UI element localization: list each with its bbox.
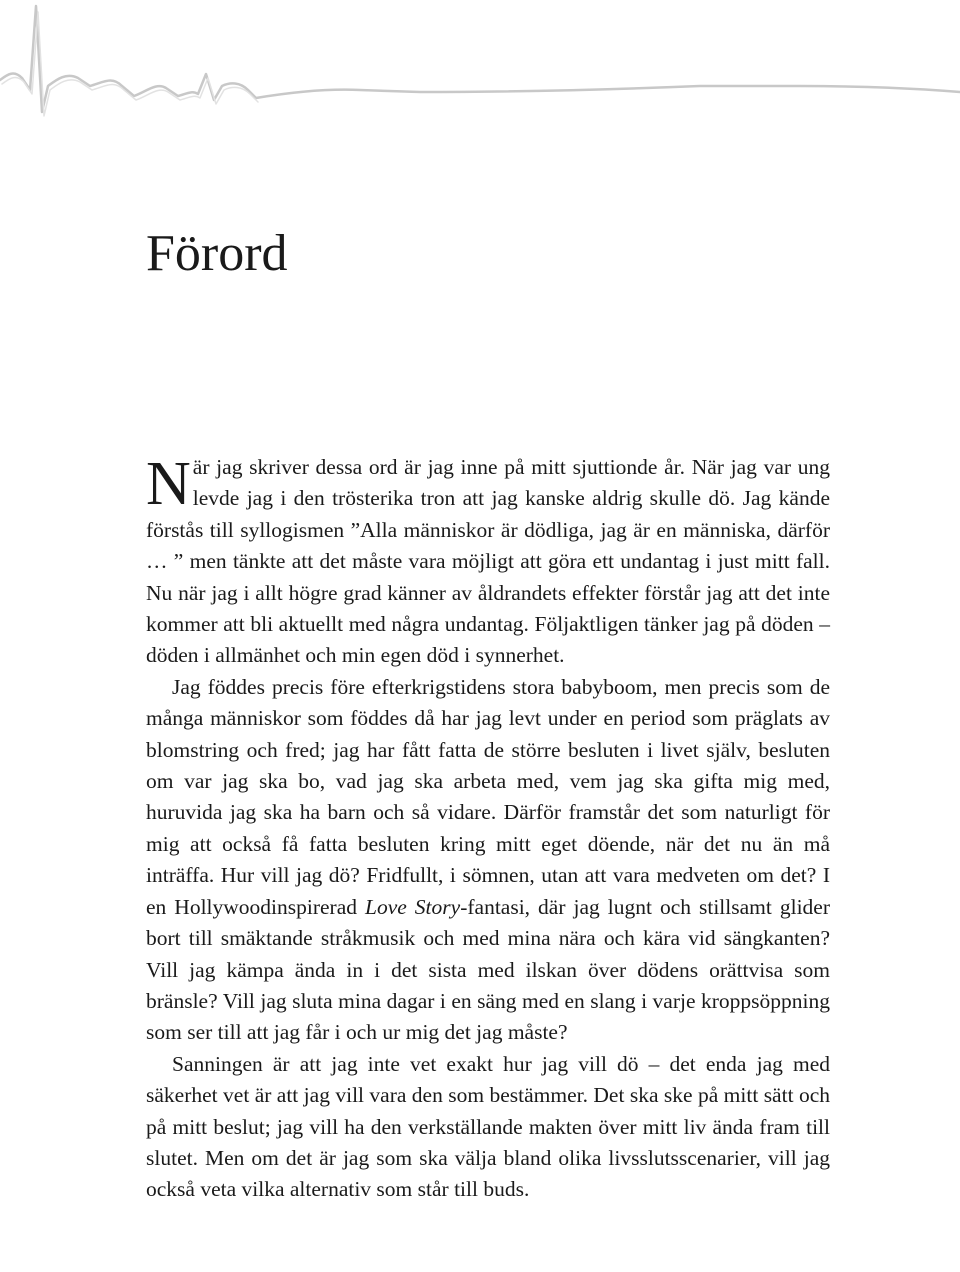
paragraph-1 — [146, 452, 830, 672]
paragraph-3 — [146, 1049, 830, 1206]
paragraph-1-text: är jag skriver dessa ord är jag inne på mitt sjuttionde år. När jag var ung levde jag i den trösterika tron att jag kanske aldrig skulle dö. Jag kände förstås till syllogismen ”Alla människor är dödliga, jag är en människa, därför … ” men tänkte att det måste vara möjligt att göra ett undantag i just mitt fall. Nu när jag i allt högre grad känner av åldrandets effekter förstår jag att det inte kommer att bli aktuellt med några undantag. Följaktligen tänker jag på döden – döden i allmänhet och min egen död i synnerhet. — [146, 455, 830, 668]
chapter-title: Förord — [146, 225, 288, 282]
italic-title: Love Story — [365, 894, 461, 919]
paragraph-2-text-a: Jag föddes precis före efterkrigstidens stora babyboom, men precis som de många människor som föddes då har jag levt under en period som präglats av blomstring och fred; jag har fått fatta de större besluten i livet själv, besluten om var jag ska bo, vad jag ska arbeta med, vem jag ska gifta mig med, huruvida jag ska ha barn och så vidare. Därför framstår det som naturligt för mig att också få fatta besluten kring mitt eget döende, när det nu än må inträffa. Hur vill jag dö? Fridfullt, i sömnen, utan att vara medveten om det? I en Hollywoodinspirerad — [146, 674, 830, 919]
paragraph-2 — [146, 672, 830, 1049]
drop-cap: N — [146, 450, 191, 518]
paragraph-3-text: Sanningen är att jag inte vet exakt hur jag vill dö – det enda jag med säkerhet vet är att jag vill vara den som bestämmer. Det ska ske på mitt sätt och på mitt beslut; jag vill ha den verkställande makten över mitt liv ända fram till slutet. Men om det är jag som ska välja bland olika livsslutsscenarier, vill jag också veta vilka alternativ som står till buds. — [146, 1051, 830, 1202]
body-text — [146, 452, 830, 1206]
paragraph-2-text-b: -fantasi, där jag lugnt och stillsamt glider bort till smäktande stråkmusik och med mina nära och kära vid sängkanten? Vill jag kämpa ända in i det sista med ilskan över dödens orättvisa som bränsle? Vill jag sluta mina dagar i en säng med en slang i varje kroppsöppning som ser till att jag får i och ur mig det jag måste? — [146, 894, 830, 1045]
ecg-heartbeat-decoration — [0, 0, 960, 130]
